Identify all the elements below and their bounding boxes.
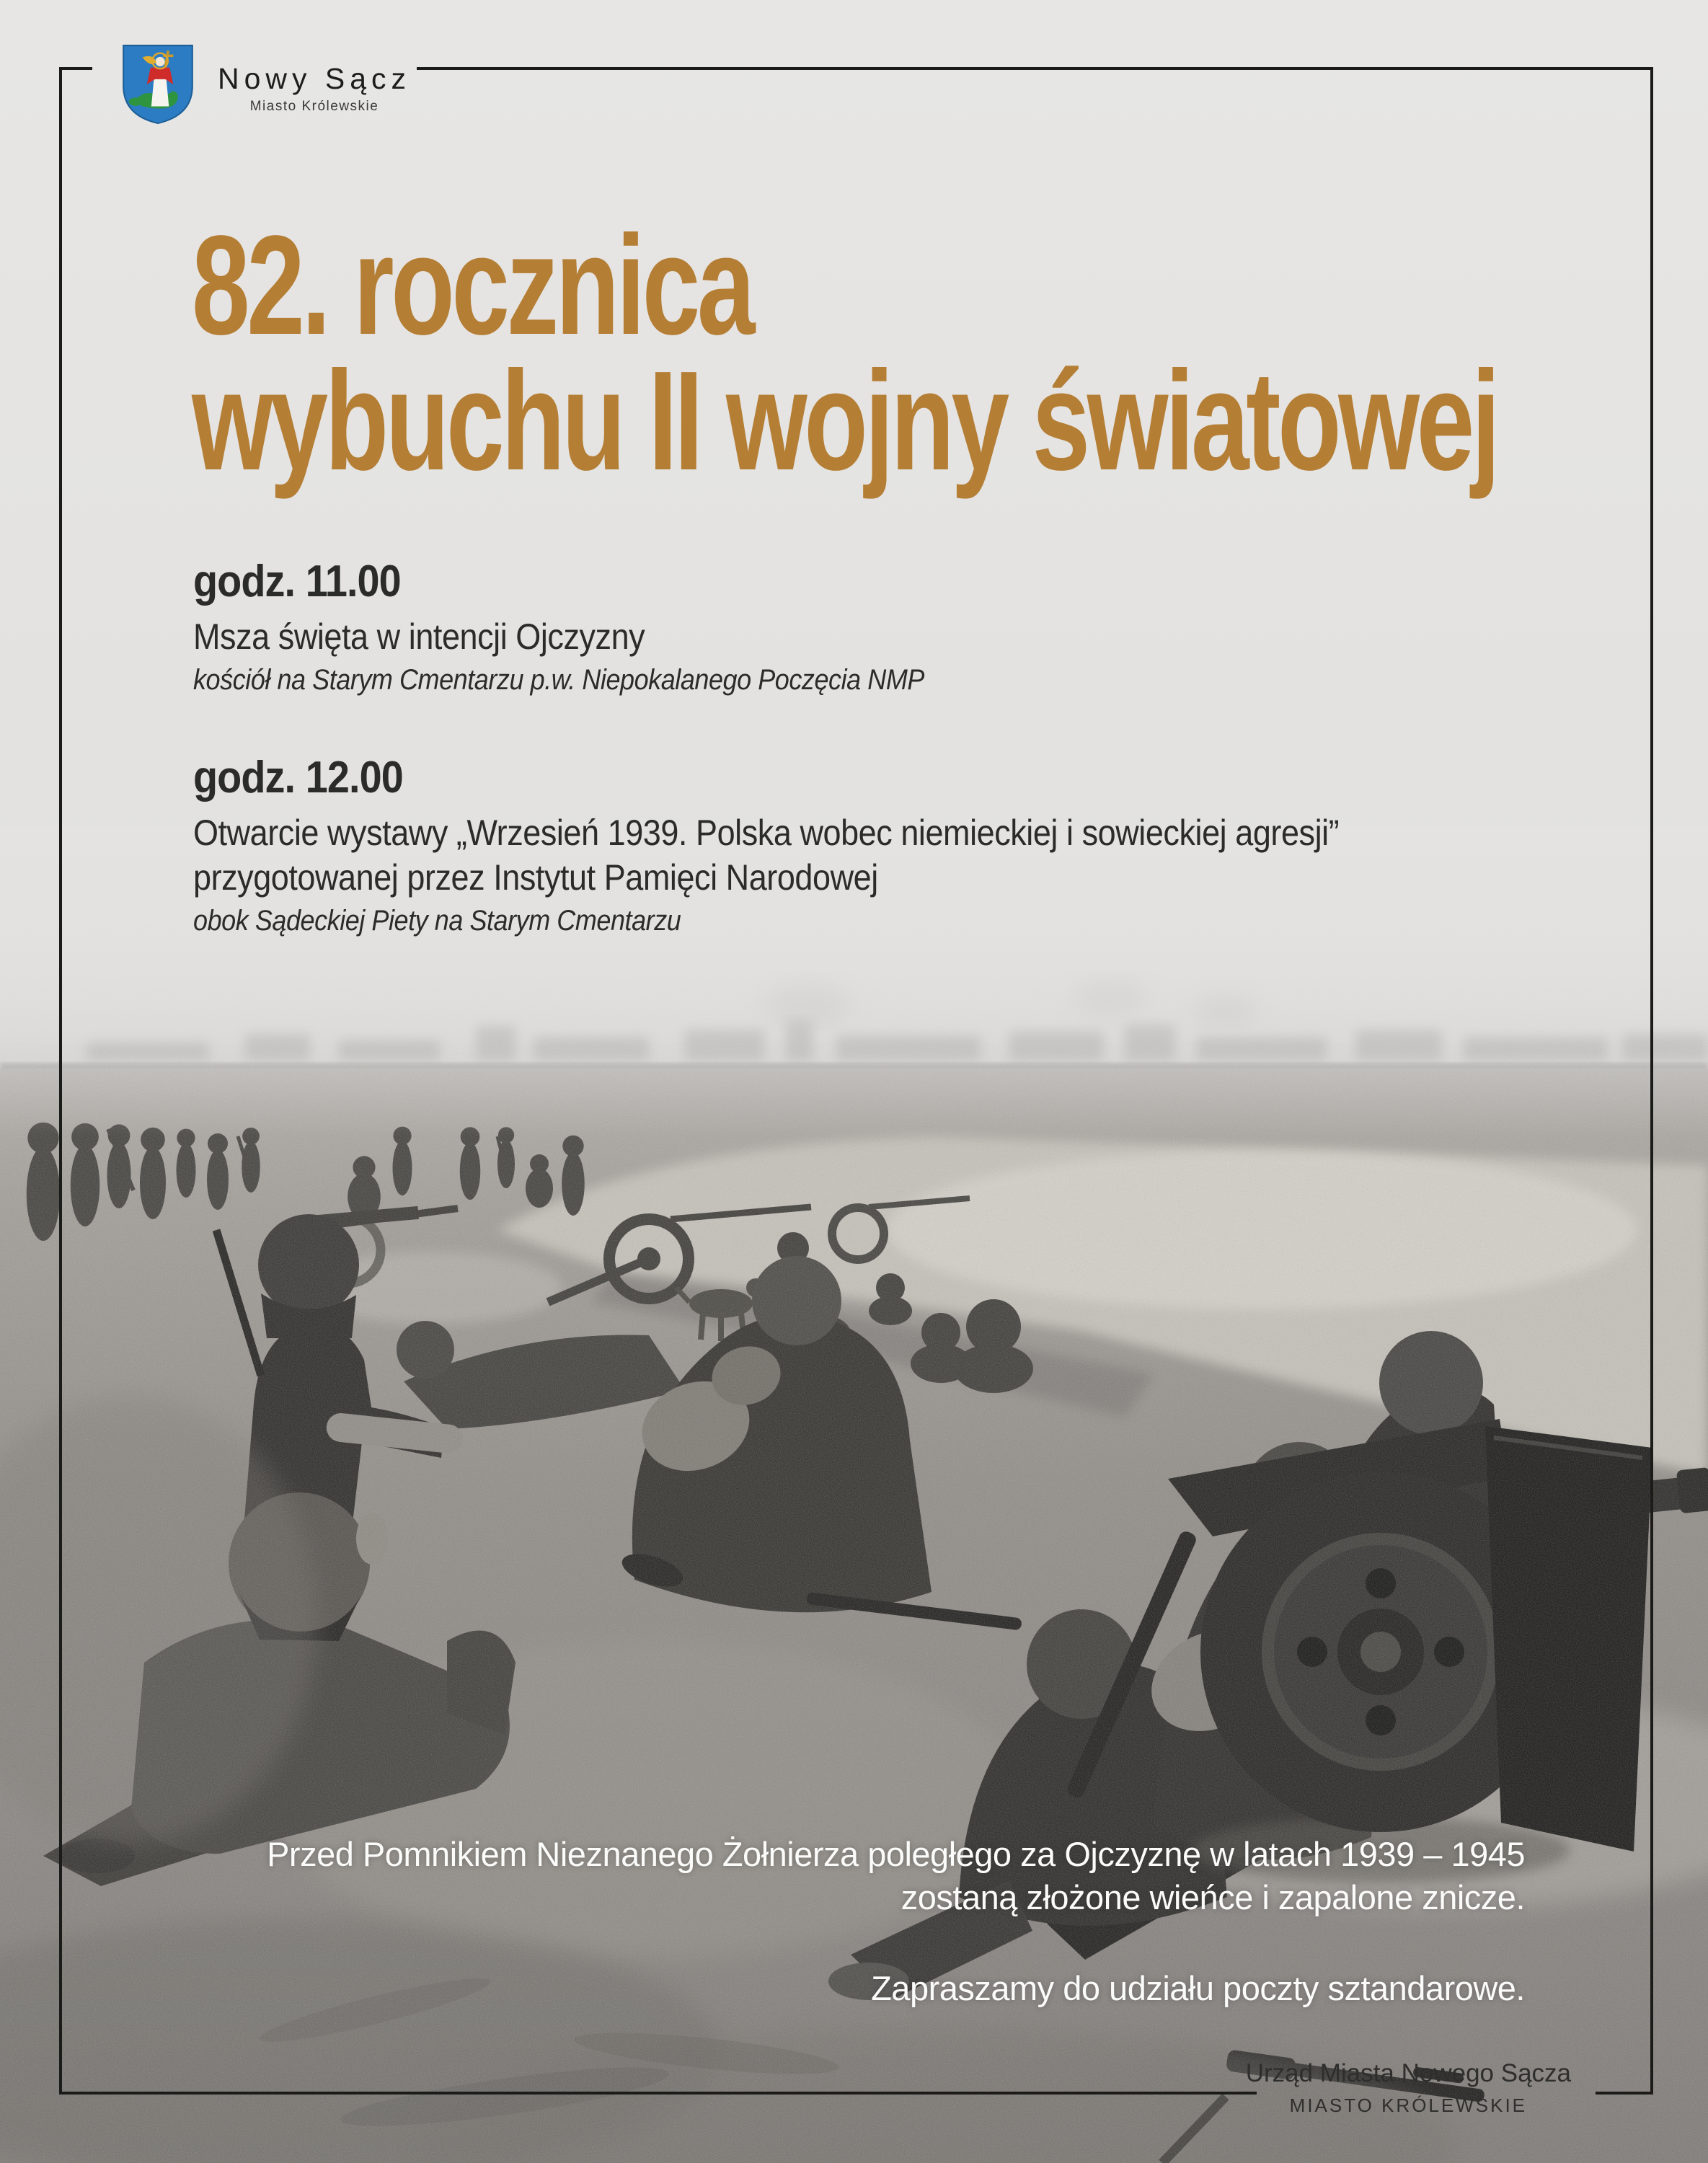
schedule-event-continued: przygotowanej przez Instytut Pamięci Narodowej bbox=[193, 857, 878, 898]
city-logo bbox=[121, 43, 411, 125]
schedule-location-note: obok Sądeckiej Piety na Starym Cmentarzu bbox=[193, 905, 681, 937]
logo-city-name: Nowy Sącz bbox=[218, 62, 412, 95]
logo-city-subtitle: Miasto Królewskie bbox=[249, 99, 379, 114]
schedule-time: godz. 12.00 bbox=[193, 753, 403, 802]
footer-motto: MIASTO KRÓLEWSKIE bbox=[1289, 2095, 1528, 2116]
schedule-item-2 bbox=[193, 751, 1339, 939]
frame-bottom-left-segment bbox=[59, 2092, 1257, 2095]
announcement-line1: Przed Pomnikiem Nieznanego Żołnierza poległego za Ojczyznę w latach 1939 – 1945 bbox=[267, 1835, 1525, 1873]
frame-bottom-right-segment bbox=[1596, 2092, 1653, 2095]
invitation-text: Zapraszamy do udziału poczty sztandarowe. bbox=[871, 1969, 1525, 2007]
poster-title-line2: wybuchu II wojny światowej bbox=[192, 342, 1497, 500]
announcement-line2: zostaną złożone wieńce i zapalone znicze. bbox=[901, 1878, 1525, 1916]
frame-top-right-segment bbox=[417, 67, 1652, 70]
poster-title bbox=[192, 206, 1497, 500]
frame-left-line bbox=[59, 67, 62, 2095]
footer bbox=[1246, 2058, 1571, 2117]
coat-of-arms-icon bbox=[121, 43, 195, 125]
announcement-text bbox=[267, 1833, 1525, 1919]
frame-top-left-segment bbox=[59, 67, 92, 70]
poster-title-line1: 82. rocznica bbox=[192, 206, 753, 364]
schedule-item-1 bbox=[193, 555, 924, 698]
schedule-time: godz. 11.00 bbox=[193, 557, 401, 606]
schedule-event: Otwarcie wystawy „Wrzesień 1939. Polska wobec niemieckiej i sowieckiej agresji” bbox=[193, 813, 1340, 853]
footer-organization: Urząd Miasta Nowego Sącza bbox=[1245, 2059, 1571, 2087]
schedule-event: Msza święta w intencji Ojczyzny bbox=[193, 616, 645, 657]
frame-right-line bbox=[1650, 67, 1653, 2095]
schedule-location-note: kościół na Starym Cmentarzu p.w. Niepokalanego Poczęcia NMP bbox=[193, 664, 924, 696]
historical-photo bbox=[0, 826, 1708, 2163]
